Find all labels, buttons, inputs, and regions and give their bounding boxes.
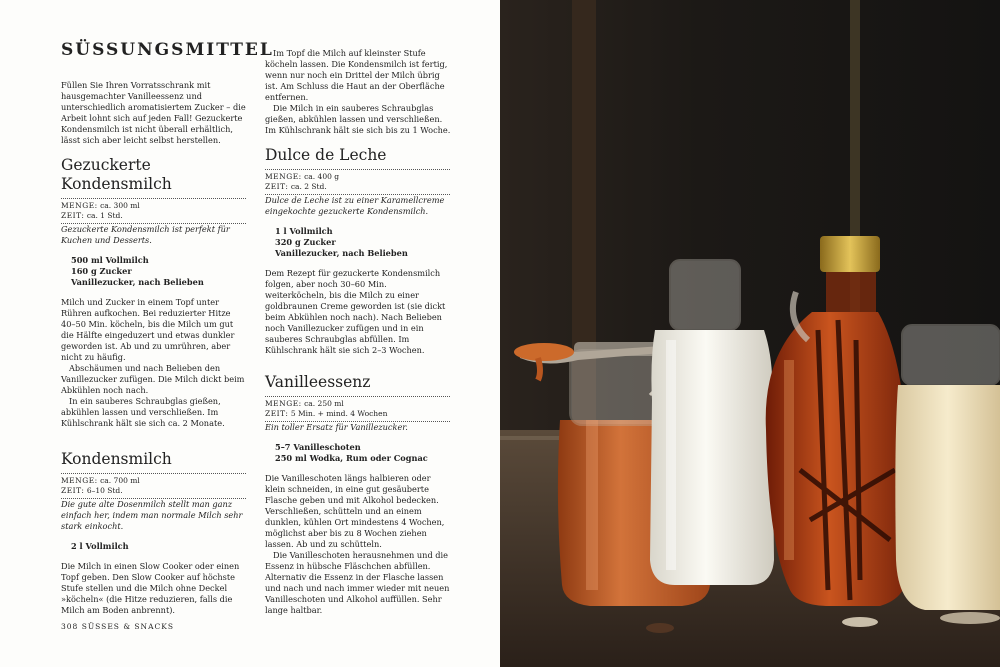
recipe-step: Die Vanilleschoten herausnehmen und die Essenz in hübsche Fläschchen abfüllen. Alternativ die Essenz in der Flasche lassen und nach und nach immer wieder mit neuen Vanilleschoten und Alkohol auffüllen. Sehr lange haltbar. — [265, 550, 450, 615]
recipe-step: Abschäumen und nach Belieben den Vanillezucker zufügen. Die Milch dickt beim Abkühlen noch nach. — [61, 363, 245, 395]
recipe-step: Milch und Zucker in einem Topf unter Rühren aufkochen. Bei reduzierter Hitze 40–50 Min. köcheln, bis die Milch um gut die Hälfte eingeduzert und etwas dunkler geworden ist. Ab und zu umrühren, aber nicht zu häufig. — [61, 297, 235, 362]
cream-jar-lid — [902, 325, 1000, 385]
amount-label: MENGE: — [61, 476, 98, 485]
kondensmilch-continued — [265, 48, 455, 136]
recipe-meta — [265, 169, 450, 195]
time-value: ca. 2 Std. — [290, 182, 327, 191]
recipe-title: Kondensmilch — [61, 450, 172, 468]
milk-bottle-neck — [670, 260, 740, 330]
vanilla-bottle-cap — [820, 236, 880, 272]
ingredient: 1 l Vollmilch — [275, 226, 333, 236]
intro-text: Füllen Sie Ihren Vorratsschrank mit hausgemachter Vanilleessenz und unterschiedlich aromatisiertem Zucker – die Arbeit lohnt sich auf jeden Fall! Gezuckerte Kondensmilch ist nicht überall erhältlich, lässt sich aber leicht selbst herstellen. — [61, 80, 246, 145]
recipe-vanilleessenz — [265, 373, 450, 616]
recipe-step: Die Milch in einen Slow Cooker oder einen Topf geben. Den Slow Cooker auf höchste Stufe stellen und die Milch ohne Deckel »köcheln« (die Hitze reduzieren, falls die Milch am Boden anbrennt). — [61, 561, 240, 615]
amount-value: ca. 300 ml — [100, 201, 140, 210]
ingredient-list — [275, 226, 450, 259]
recipe-lead: Dulce de Leche ist zu einer Karamellcreme eingekochte gezuckerte Kondensmilch. — [265, 195, 445, 216]
section-name: SÜSSES & SNACKS — [81, 622, 174, 631]
time-label: ZEIT: — [265, 182, 289, 191]
time-value: 5 Min. + mind. 4 Wochen — [290, 409, 388, 418]
milk-bottle-reflection — [666, 340, 676, 570]
ingredient: 2 l Vollmilch — [71, 541, 129, 551]
time-label: ZEIT: — [61, 486, 85, 495]
recipe-step: Im Topf die Milch auf kleinster Stufe köcheln lassen. Die Kondensmilch ist fertig, wenn nur noch ein Drittel der Milch übrig ist. Am Schluss die Haut an der Oberfläche entfernen. — [265, 48, 448, 102]
amount-label: MENGE: — [61, 201, 98, 210]
recipe-step: Die Vanilleschoten längs halbieren oder klein schneiden, in eine gut gesäuberte Flasche geben und mit Alkohol bedecken. Verschließen, schütteln und an einem dunklen, kühlen Ort mindestens 4 Wochen, möglichst aber bis zu 8 Wochen ziehen lassen. Ab und zu schütteln. — [265, 473, 445, 549]
page-number: 308 — [61, 622, 79, 631]
ingredient: Vanillezucker, nach Belieben — [71, 277, 204, 287]
recipe-lead: Gezuckerte Kondensmilch ist perfekt für Kuchen und Desserts. — [61, 224, 230, 245]
recipe-step: In ein sauberes Schraubglas gießen, abkühlen lassen und verschließen. Im Kühlschrank hält sie sich ca. 2 Monate. — [61, 396, 225, 428]
recipe-step: Dem Rezept für gezuckerte Kondensmilch folgen, aber noch 30–60 Min. weiterköcheln, bis die Milch zu einer goldbraunen Creme geworden ist (sie dickt beim Abkühlen noch nach). Nach Belieben noch Vanillezucker zufügen und in ein sauberes Schraubglas abfüllen. Im Kühlschrank hält sie sich 2–3 Wochen. — [265, 268, 446, 355]
recipe-dulce-de-leche — [265, 146, 450, 356]
caramel-jar-reflection — [586, 420, 598, 590]
spoon-caramel — [514, 343, 574, 361]
ingredient-list — [275, 442, 450, 464]
time-value: 6–10 Std. — [86, 486, 123, 495]
recipe-title: Gezuckerte Kondensmilch — [61, 156, 172, 193]
cream-jar-body — [895, 385, 1000, 610]
ingredient-list — [71, 541, 246, 552]
recipe-gezuckerte-kondensmilch — [61, 156, 246, 429]
recipe-meta — [61, 198, 246, 224]
time-label: ZEIT: — [61, 211, 85, 220]
ingredient: 250 ml Wodka, Rum oder Cognac — [275, 453, 428, 463]
ingredient: 160 g Zucker — [71, 266, 132, 276]
caramel-drip — [538, 358, 540, 380]
time-value: ca. 1 Std. — [86, 211, 123, 220]
ingredient: 320 g Zucker — [275, 237, 336, 247]
amount-label: MENGE: — [265, 172, 302, 181]
jars-photo-illustration — [500, 0, 1000, 667]
time-label: ZEIT: — [265, 409, 289, 418]
page-footer — [61, 621, 174, 632]
cream-jar — [895, 325, 1000, 610]
recipe-step: Die Milch in ein sauberes Schraubglas gießen, abkühlen lassen und verschließen. Im Kühlschrank hält sie sich bis zu 1 Woche. — [265, 103, 451, 135]
recipe-meta — [61, 473, 246, 499]
recipe-kondensmilch — [61, 450, 246, 616]
page-title: SÜSSUNGSMITTEL — [61, 40, 274, 60]
vanilla-bottle-neck — [826, 272, 876, 312]
jars-photo — [500, 0, 1000, 667]
recipe-lead: Die gute alte Dosenmilch stellt man ganz einfach her, indem man normale Milch sehr stark einkocht. — [61, 499, 243, 531]
amount-value: ca. 700 ml — [100, 476, 140, 485]
ingredient: 500 ml Vollmilch — [71, 255, 149, 265]
amount-value: ca. 400 g — [304, 172, 340, 181]
ingredient: 5–7 Vanilleschoten — [275, 442, 361, 452]
recipe-title: Dulce de Leche — [265, 146, 387, 164]
caramel-spill — [646, 623, 674, 633]
ingredient-list — [71, 255, 246, 288]
recipe-lead: Ein toller Ersatz für Vanillezucker. — [265, 422, 408, 432]
cream-spill — [940, 612, 1000, 624]
vanilla-bottle-reflection — [784, 360, 794, 560]
ingredient: Vanillezucker, nach Belieben — [275, 248, 408, 258]
recipe-title: Vanilleessenz — [265, 373, 371, 391]
cream-spill — [842, 617, 878, 627]
recipe-meta — [265, 396, 450, 422]
amount-value: ca. 250 ml — [304, 399, 344, 408]
amount-label: MENGE: — [265, 399, 302, 408]
